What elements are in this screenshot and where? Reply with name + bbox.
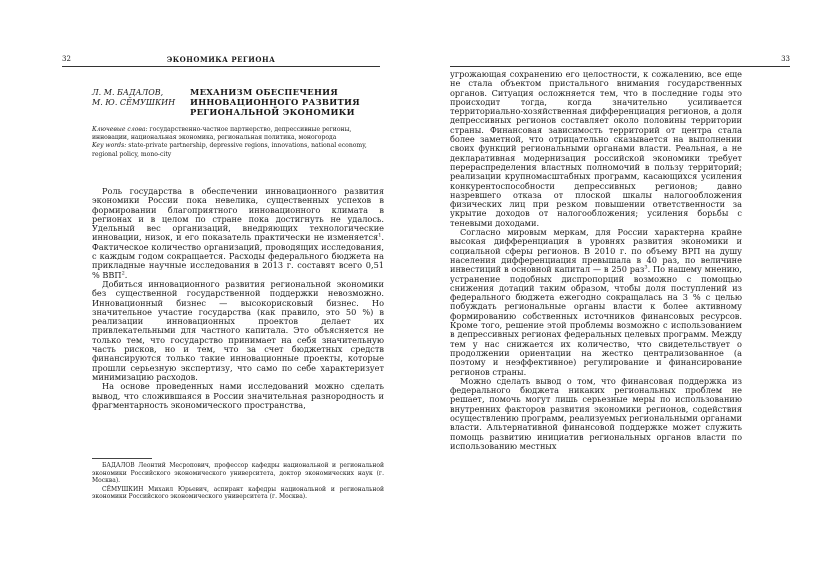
footnote-rule [92,458,152,459]
body-paragraph: На основе проведенных нами исследований можно сделать вывод, что сложившаяся в России значительная разнородность и фрагментарность экономического пространства, [92,381,384,410]
header-rule [450,66,790,67]
body-paragraph [450,228,742,377]
footnote: БАДАЛОВ Леонтий Месропович, профессор кафедры национальной и региональной экономики Российского экономического университета, доктор экономических наук (г. Москва). [92,462,384,485]
journal-title: ЭКОНОМИКА РЕГИОНА [166,54,276,64]
body-paragraph: Добиться инновационного развития региональной экономики без существенной государственной поддержки невозможно. Инновационный бизнес — высокорисковый бизнес. Но значительное участие государства (как правило, это 50 %) в реализации инновационных проектов делает их привлекательными для частного капитала. Это объясняется не только тем, что государство принимает на себя значительную часть рисков, но и тем, что за счет бюджетных средств финансируются только такие инновационные проекты, которые прошли серьезную экспертизу, что само по себе характеризует минимизацию расходов. [92,278,384,382]
footnote-ref: 1 [378,232,382,239]
paragraph-text: Согласно мировым меркам, для России характерна крайне высокая дифференциация в уровнях развития экономики и социальной сферы регионов. В 2010 г. по объему ВРП на душу населения дифференциация превышала в 40 раз, по величине инвестиций в основной капитал — в 250 раз [450,227,742,275]
right-page [410,0,820,580]
keywords-block [92,126,384,159]
title-line: МЕХАНИЗМ ОБЕСПЕЧЕНИЯ [190,87,339,97]
left-body-text [92,187,384,410]
article-authors [92,88,175,108]
paragraph-text: . По нашему мнению, устранение подобных диспропорций возможно с помощью снижения дотаций таким образом, чтобы доля поступлений из федерального бюджета ежегодно сокращалась на 3 % с целью побуждать региональные органы власти к более активному формированию собственных источников финансовых ресурсов. Кроме того, решение этой проблемы возможно с использованием в депрессивных регионах федеральных целевых программ. Между тем у нас снижается их количество, что свидетельствует о продолжении ориентации на жестко централизованное (а поэтому и неэффективное) регулирование и финансирование регионов страны. [450,264,742,377]
body-paragraph [92,187,384,280]
keywords-en-label: Key words: [92,142,127,150]
author-name: М. Ю. СЁМУШКИН [92,98,176,107]
body-paragraph: Можно сделать вывод о том, что финансовая поддержка из федерального бюджета никаких региональных проблем не решает, помочь могут лишь серьезные меры по использованию внутренних факторов развития экономики регионов, содействия осуществлению программ, реализуемых региональными органами власти. Альтернативной финансовой поддержке может служить помощь развитию инициатив региональных органов власти по использованию местных [450,375,742,451]
page-number: 33 [781,55,790,63]
paragraph-text: . Фактическое количество организаций, проводящих исследования, с каждым годом сокращается. Расходы федерального бюджета на прикладные научные исследования в 2013 г. составят всего 0,51 % ВВП [92,232,384,280]
title-line: ИННОВАЦИОННОГО РАЗВИТИЯ [190,97,360,107]
running-head [450,52,790,66]
body-paragraph: угрожающая сохранению его целостности, к сожалению, все еще не стала объектом пристального внимания государственных органов. Ситуация осложняется тем, что в последние годы это происходит тогда, когда значительно усиливается территориально-хозяйственная дифференциация регионов, а доля депрессивных регионов составляет около половины территории страны. Финансовая зависимость территорий от центра стала более заметной, что отрицательно сказывается на выполнении своих функций региональными органами власти. Реальная, а не декларативная модернизация российской экономики требует перераспределения властных полномочий в пользу территорий; реализации крупномасштабных программ, касающихся усиления конкурентоспособности депрессивных регионов; давно назревшего отказа от плоской шкалы налогообложения физических лиц при резком повышении ответственности за укрытие доходов от налогообложения; усиления борьбы с теневыми доходами. [450,69,742,228]
keywords-en [92,142,384,158]
running-head [62,52,380,66]
keywords-ru-label: Ключевые слова: [92,126,148,133]
keywords-ru [92,126,384,142]
paragraph-text: Роль государства в обеспечении инновационного развития экономики России пока невелика, существенных успехов в формировании благоприятного инновационного климата в регионах и в целом по стране пока достигнуть не удалось. Удельный вес организаций, внедряющих технологические инновации, низок, и его показатель практически не изменяется [92,186,384,243]
right-body-text [450,70,742,451]
author-footnotes [92,462,384,502]
article-title [190,87,380,117]
footnote-ref: 2 [121,269,125,276]
paragraph-text: . [124,269,128,280]
keywords-en-text: state-private partnership, depressive regions, innovations, national economy, regional policy, mono-city [92,142,367,158]
page-number: 32 [62,55,71,63]
footnote-ref: 3 [644,264,648,271]
header-rule [62,66,380,67]
keywords-ru-text: государственно-частное партнерство, депрессивные регионы, инновации, национальная экономика, региональная политика, моногорода [92,126,352,142]
title-line: РЕГИОНАЛЬНОЙ ЭКОНОМИКИ [190,107,355,117]
footnote: СЁМУШКИН Михаил Юрьевич, аспирант кафедры национальной и региональной экономики Российского экономического университета (г. Москва). [92,485,384,501]
author-name: Л. М. БАДАЛОВ, [92,88,164,97]
